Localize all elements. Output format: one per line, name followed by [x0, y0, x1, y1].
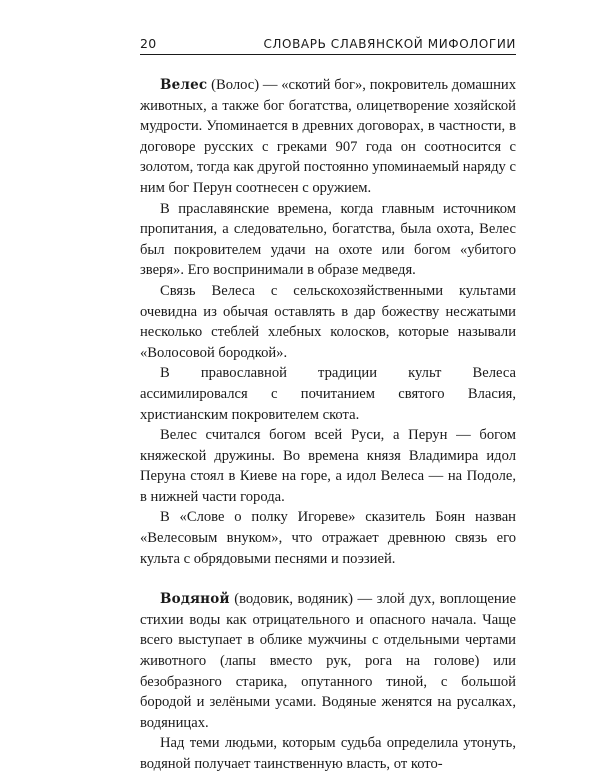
page-number: 20: [140, 36, 157, 51]
entry-paragraph: Связь Велеса с сельскохозяйственными культами очевидна из обычая оставлять в дар божеству несжатыми несколько стеблей хлебных колосков, которые называли «Волосовой бородкой».: [140, 282, 516, 361]
definition-text: (водовик, водяник) — злой дух, воплощение стихии воды как отрицательного и опасного начала. Чаще всего выступает в облике мужчины с отдельными чертами животного (лапы вместо рук, рога на голове) или безобразного старика, опутанного тиной, с большой бородой и зелёными усами. Водяные женятся на русалках, водяницах.: [140, 591, 516, 731]
headword: Водяной: [160, 591, 230, 608]
entry-paragraph: В праславянские времена, когда главным источником пропитания, а следовательно, богатства, была охота, Велес был покровителем удачи на охоте или богом «убитого зверя». Его воспринимали в образе медведя.: [140, 200, 516, 279]
entry-paragraph: В «Слове о полку Игореве» сказитель Боян назван «Велесовым внуком», что отражает древнюю связь его культа с обрядовыми песнями и поэзией.: [140, 509, 516, 567]
running-title: СЛОВАРЬ СЛАВЯНСКОЙ МИФОЛОГИИ: [263, 37, 516, 51]
entry-vodyanoy: [140, 589, 516, 774]
entry-paragraph: Над теми людьми, которым судьба определила утонуть, водяной получает таинственную власть, от кото-: [140, 735, 516, 772]
entry-veles: [140, 75, 516, 569]
dictionary-text: [140, 75, 516, 775]
entry-paragraph: Велес считался богом всей Руси, а Перун — богом княжеской дружины. Во времена князя Владимира идол Перуна стоял в Киеве на горе, а идол Велеса — на Подоле, в нижней части города.: [140, 427, 516, 505]
book-page: [140, 36, 516, 775]
running-head: [140, 36, 516, 55]
entry-paragraph: [140, 75, 516, 199]
entry-paragraph: [140, 589, 516, 733]
definition-text: (Волос) — «скотий бог», покровитель домашних животных, а также бог богатства, олицетворение хозяйской мудрости. Упоминается в древних договорах, в частности, в договоре русских с греками 907 года он соотносится с золотом, тогда как другой постоянно упоминаемый наряду с ним бог Перун соотнесен с оружием.: [140, 77, 516, 196]
headword: Велес: [160, 77, 208, 93]
entry-paragraph: В православной традиции культ Велеса ассимилировался с почитанием святого Власия, христианским покровителем скота.: [140, 365, 516, 423]
